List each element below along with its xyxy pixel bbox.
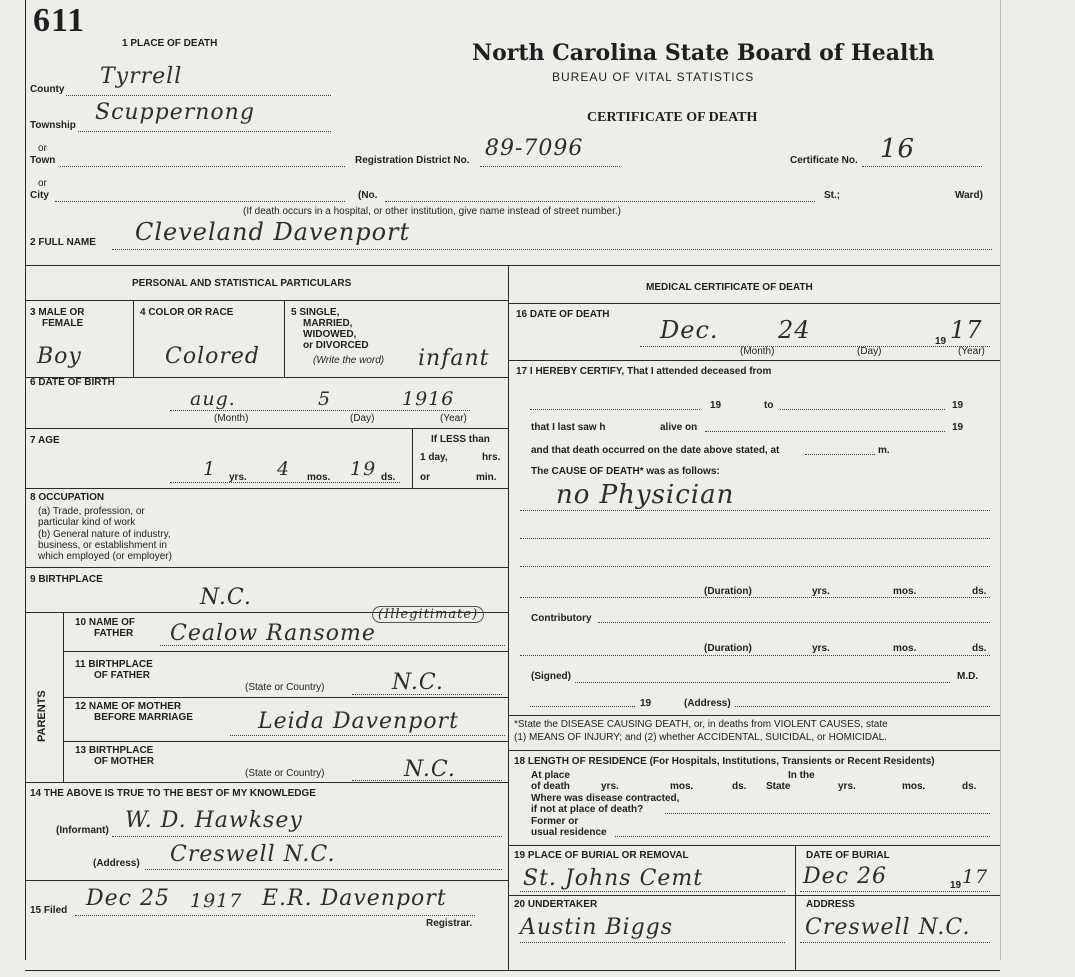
write-word-note: (Write the word) bbox=[313, 355, 385, 366]
signed-line bbox=[575, 682, 950, 683]
dod-day: 24 bbox=[778, 316, 811, 344]
dob-day-caption: (Day) bbox=[350, 413, 375, 424]
certificate-no-line bbox=[862, 166, 982, 167]
date-burial-line bbox=[800, 891, 990, 892]
footnote-2: (1) MEANS OF INJURY; and (2) whether ACCIDENTAL, SUICIDAL, or HOMICIDAL. bbox=[514, 732, 887, 743]
grid-top bbox=[25, 265, 1000, 266]
mother-bp-label-2: OF MOTHER bbox=[94, 756, 154, 767]
mother-state-or-country: (State or Country) bbox=[245, 768, 325, 779]
dod-year-caption: (Year) bbox=[958, 346, 985, 357]
dob-year: 1916 bbox=[402, 388, 455, 410]
occupation-b2: business, or establishment in bbox=[38, 540, 167, 551]
duration-ds-1: ds. bbox=[972, 586, 987, 597]
father-state-or-country: (State or Country) bbox=[245, 682, 325, 693]
filed-date: Dec 25 bbox=[86, 886, 170, 911]
duration-ds-2: ds. bbox=[972, 643, 987, 654]
left-border bbox=[25, 0, 26, 960]
burial-line bbox=[520, 891, 785, 892]
father-label-2: FATHER bbox=[94, 628, 134, 639]
alive-on-line bbox=[705, 431, 945, 432]
former-label: Former or bbox=[531, 816, 579, 827]
contributory-line-2 bbox=[520, 655, 990, 656]
dob-day: 5 bbox=[318, 388, 332, 410]
occupation-b3: which employed (or employer) bbox=[38, 551, 172, 562]
mother-line bbox=[230, 735, 505, 736]
row-7-bottom bbox=[25, 488, 508, 489]
date-burial-value: Dec 26 bbox=[803, 864, 887, 889]
attended-to: to bbox=[764, 400, 774, 411]
race-label: 4 COLOR OR RACE bbox=[140, 307, 234, 318]
full-name-label: 2 FULL NAME bbox=[30, 237, 96, 248]
ds-label: ds. bbox=[381, 472, 396, 483]
sex-race-divider bbox=[133, 300, 134, 377]
stamp-number: 611 bbox=[33, 2, 86, 39]
undertaker-label: 20 UNDERTAKER bbox=[514, 899, 598, 910]
dod-month: Dec. bbox=[660, 316, 719, 344]
knowledge-label: 14 THE ABOVE IS TRUE TO THE BEST OF MY KNOWLEDGE bbox=[30, 788, 316, 799]
dod-line bbox=[640, 346, 990, 347]
signed-address-line bbox=[735, 706, 990, 707]
registrar-label: Registrar. bbox=[426, 918, 473, 929]
duration-label-2: (Duration) bbox=[704, 643, 752, 654]
duration-yrs-2: yrs. bbox=[812, 643, 830, 654]
birthplace-label: 9 BIRTHPLACE bbox=[30, 574, 103, 585]
death-time-line bbox=[805, 454, 875, 455]
contributory-line bbox=[598, 622, 990, 623]
burial-date-divider bbox=[795, 845, 796, 970]
hospital-note: (If death occurs in a hospital, or other institution, give name instead of street number.) bbox=[243, 206, 621, 217]
grid-bottom bbox=[25, 970, 1000, 971]
occupation-a1: (a) Trade, profession, or bbox=[38, 506, 145, 517]
mos-label: mos. bbox=[307, 472, 331, 483]
row-16-bottom bbox=[508, 360, 1000, 361]
residence-yrs: yrs. bbox=[601, 781, 619, 792]
state-mos: mos. bbox=[902, 781, 926, 792]
personal-heading: PERSONAL AND STATISTICAL PARTICULARS bbox=[132, 278, 352, 289]
dob-line bbox=[170, 410, 470, 411]
occupation-a2: particular kind of work bbox=[38, 517, 136, 528]
marital-label-2: MARRIED, bbox=[303, 318, 353, 329]
row-19-bottom bbox=[508, 895, 1000, 896]
row-11-bottom bbox=[63, 697, 508, 698]
footnote-1: *State the DISEASE CAUSING DEATH, or, in deaths from VIOLENT CAUSES, state bbox=[514, 719, 888, 730]
mother-value: Leida Davenport bbox=[258, 709, 459, 734]
contracted-line bbox=[665, 813, 990, 814]
father-line bbox=[160, 645, 505, 646]
state-yrs: yrs. bbox=[838, 781, 856, 792]
or-label-2: or bbox=[38, 178, 47, 189]
medical-heading: MEDICAL CERTIFICATE OF DEATH bbox=[646, 282, 813, 293]
row-6-bottom bbox=[25, 428, 508, 429]
reg-district-value: 89-7096 bbox=[485, 136, 584, 161]
at-place-label: At place bbox=[531, 770, 570, 781]
ward-label: Ward) bbox=[955, 190, 983, 201]
undertaker-value: Austin Biggs bbox=[520, 915, 674, 940]
death-occurred-label: and that death occurred on the date above stated, at bbox=[531, 445, 780, 456]
signed-19: 19 bbox=[640, 698, 652, 709]
county-line bbox=[66, 95, 331, 96]
burial-label: 19 PLACE OF BURIAL OR REMOVAL bbox=[514, 850, 689, 861]
mother-label-2: BEFORE MARRIAGE bbox=[94, 712, 193, 723]
duration-mos-1: mos. bbox=[893, 586, 917, 597]
filed-line bbox=[75, 915, 475, 916]
father-note: (Illegitimate) bbox=[372, 606, 484, 623]
of-death-label: of death bbox=[531, 781, 570, 792]
sex-value: Boy bbox=[37, 344, 82, 369]
usual-line bbox=[615, 836, 990, 837]
certificate-no-label: Certificate No. bbox=[790, 155, 858, 166]
attended-from-line bbox=[530, 409, 700, 410]
dod-label: 16 DATE OF DEATH bbox=[516, 309, 610, 320]
father-bp-label-1: 11 BIRTHPLACE bbox=[75, 659, 153, 670]
if-not-label: if not at place of death? bbox=[531, 804, 644, 815]
state-ds: ds. bbox=[962, 781, 977, 792]
marital-label-3: WIDOWED, bbox=[303, 329, 357, 340]
undertaker-address-label: ADDRESS bbox=[806, 899, 855, 910]
town-line bbox=[60, 166, 345, 167]
filed-year: 1917 bbox=[190, 890, 243, 912]
row-18-bottom bbox=[508, 845, 1000, 846]
full-name-value: Cleveland Davenport bbox=[135, 218, 411, 246]
occupation-label: 8 OCCUPATION bbox=[30, 492, 105, 503]
township-line bbox=[78, 131, 331, 132]
parents-label: PARENTS bbox=[36, 690, 48, 742]
no-label: (No. bbox=[358, 190, 378, 201]
age-yrs: 1 bbox=[203, 458, 217, 480]
registrar-signature: E.R. Davenport bbox=[262, 886, 447, 911]
age-label: 7 AGE bbox=[30, 435, 60, 446]
sex-label-2: FEMALE bbox=[42, 318, 84, 329]
place-of-death-heading: 1 PLACE OF DEATH bbox=[122, 38, 218, 49]
address-value: Creswell N.C. bbox=[170, 842, 336, 867]
burial-value: St. Johns Cemt bbox=[523, 866, 704, 891]
state-label: State bbox=[766, 781, 791, 792]
informant-label: (Informant) bbox=[56, 825, 109, 836]
residence-label: 18 LENGTH OF RESIDENCE (For Hospitals, Institutions, Transients or Recent Residents) bbox=[514, 756, 935, 767]
county-value: Tyrrell bbox=[100, 64, 183, 89]
mother-bp-label-1: 13 BIRTHPLACE bbox=[75, 745, 154, 756]
certificate-title: CERTIFICATE OF DEATH bbox=[587, 110, 758, 125]
father-bp-label-2: OF FATHER bbox=[94, 670, 150, 681]
city-label: City bbox=[30, 190, 49, 201]
or-label-age: or bbox=[420, 472, 430, 483]
signed-date-line bbox=[530, 706, 635, 707]
informant-value: W. D. Hawksey bbox=[125, 808, 303, 833]
last-saw-label: that I last saw h bbox=[531, 422, 606, 433]
certify-label: 17 I HEREBY CERTIFY, That I attended deceased from bbox=[516, 366, 772, 377]
signed-label: (Signed) bbox=[531, 671, 571, 682]
hrs-label: hrs. bbox=[482, 452, 501, 463]
no-line bbox=[385, 201, 815, 202]
state-board-title: North Carolina State Board of Health bbox=[472, 40, 935, 66]
marital-label-1: 5 SINGLE, bbox=[291, 307, 340, 318]
mother-label-1: 12 NAME OF MOTHER bbox=[75, 701, 182, 712]
row-13-bottom bbox=[25, 782, 508, 783]
residence-mos: mos. bbox=[670, 781, 694, 792]
where-contracted-label: Where was disease contracted, bbox=[531, 793, 680, 804]
less-than-label: If LESS than bbox=[431, 434, 490, 445]
cause-line-2 bbox=[520, 538, 990, 539]
cause-value: no Physician bbox=[556, 480, 735, 510]
age-mos: 4 bbox=[277, 458, 291, 480]
sex-label-1: 3 MALE OR bbox=[30, 307, 85, 318]
undertaker-line bbox=[520, 942, 785, 943]
full-name-line bbox=[112, 249, 992, 250]
dob-year-caption: (Year) bbox=[440, 413, 467, 424]
bureau-title: BUREAU OF VITAL STATISTICS bbox=[552, 70, 755, 84]
township-value: Scuppernong bbox=[95, 100, 255, 125]
attended-to-line bbox=[780, 409, 945, 410]
address-line bbox=[145, 869, 502, 870]
father-bp-line bbox=[352, 694, 502, 695]
duration-yrs-1: yrs. bbox=[812, 586, 830, 597]
dod-day-caption: (Day) bbox=[857, 346, 882, 357]
row-17-bottom bbox=[508, 715, 1000, 716]
right-edge bbox=[1000, 0, 1001, 960]
dod-month-caption: (Month) bbox=[740, 346, 775, 357]
min-label: min. bbox=[476, 472, 497, 483]
certificate-no-value: 16 bbox=[880, 134, 916, 164]
or-label-1: or bbox=[38, 143, 47, 154]
occupation-b1: (b) General nature of industry, bbox=[38, 529, 171, 540]
one-day-label: 1 day, bbox=[420, 452, 448, 463]
death-time-m: m. bbox=[878, 445, 890, 456]
row-10-bottom bbox=[63, 651, 508, 652]
duration-mos-2: mos. bbox=[893, 643, 917, 654]
date-burial-19: 19 bbox=[950, 880, 962, 891]
age-less-divider bbox=[412, 428, 413, 488]
date-burial-label: DATE OF BURIAL bbox=[806, 850, 890, 861]
birthplace-value: N.C. bbox=[200, 585, 252, 610]
mother-bp-line bbox=[352, 780, 502, 781]
date-burial-year: 17 bbox=[962, 866, 989, 888]
age-ds: 19 bbox=[350, 458, 377, 480]
age-line bbox=[170, 482, 400, 483]
row-8-bottom bbox=[25, 567, 508, 568]
attended-19-a: 19 bbox=[710, 400, 722, 411]
attended-19-b: 19 bbox=[952, 400, 964, 411]
residence-ds: ds. bbox=[732, 781, 747, 792]
grid-center-divider bbox=[508, 265, 509, 970]
st-label: St.; bbox=[824, 190, 841, 201]
row-12-bottom bbox=[63, 741, 508, 742]
dob-month: aug. bbox=[190, 388, 236, 410]
marital-value: infant bbox=[418, 346, 490, 371]
dod-year: 17 bbox=[950, 316, 983, 344]
undertaker-address-line bbox=[800, 942, 990, 943]
informant-line bbox=[112, 836, 502, 837]
town-label: Town bbox=[30, 155, 56, 166]
yrs-label: yrs. bbox=[229, 472, 247, 483]
contributory-label: Contributory bbox=[531, 613, 592, 624]
cause-line-3 bbox=[520, 566, 990, 567]
race-marital-divider bbox=[284, 300, 285, 377]
signed-address-label: (Address) bbox=[684, 698, 731, 709]
medical-heading-line bbox=[508, 303, 1000, 304]
duration-line-1 bbox=[520, 597, 990, 598]
personal-heading-line bbox=[25, 300, 508, 301]
father-label-1: 10 NAME OF bbox=[75, 617, 136, 628]
alive-19: 19 bbox=[952, 422, 964, 433]
reg-district-line bbox=[480, 166, 620, 167]
dod-year-prefix: 19 bbox=[935, 336, 947, 347]
father-bp-value: N.C. bbox=[392, 670, 444, 695]
duration-label-1: (Duration) bbox=[704, 586, 752, 597]
footnote-bottom bbox=[508, 750, 1000, 751]
cause-line-1 bbox=[520, 510, 990, 511]
md-label: M.D. bbox=[957, 671, 979, 682]
dob-month-caption: (Month) bbox=[214, 413, 249, 424]
alive-on-label: alive on bbox=[660, 422, 698, 433]
father-value: Cealow Ransome bbox=[170, 621, 376, 646]
filed-label: 15 Filed bbox=[30, 905, 68, 916]
usual-label: usual residence bbox=[531, 827, 607, 838]
city-line bbox=[55, 201, 345, 202]
address-label: (Address) bbox=[93, 858, 140, 869]
race-value: Colored bbox=[165, 344, 260, 369]
marital-label-4: or DIVORCED bbox=[303, 340, 369, 351]
undertaker-address-value: Creswell N.C. bbox=[805, 915, 971, 940]
dob-label: 6 DATE OF BIRTH bbox=[30, 377, 115, 388]
county-label: County bbox=[30, 84, 65, 95]
in-the-label: In the bbox=[788, 770, 815, 781]
row-14-bottom bbox=[25, 880, 508, 881]
township-label: Township bbox=[30, 120, 76, 131]
reg-district-label: Registration District No. bbox=[355, 155, 470, 166]
cause-label: The CAUSE OF DEATH* was as follows: bbox=[531, 466, 720, 477]
mother-bp-value: N.C. bbox=[404, 757, 456, 782]
